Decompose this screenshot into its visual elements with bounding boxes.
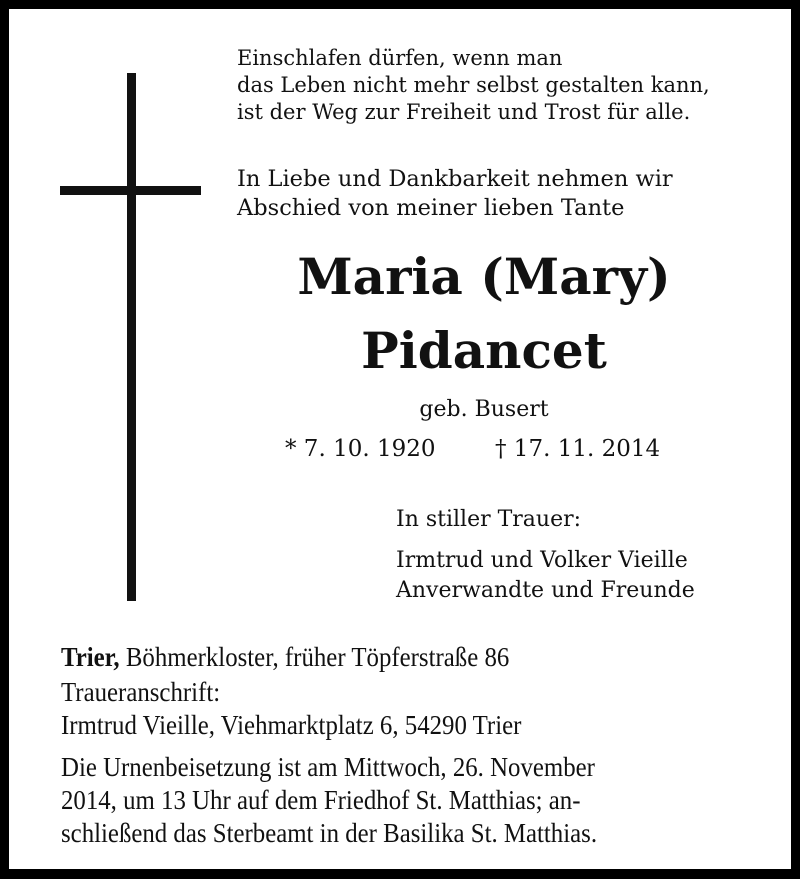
mourner: Anverwandte und Freunde <box>396 578 695 603</box>
place-city: Trier, <box>61 642 120 672</box>
funeral-line: 2014, um 13 Uhr auf dem Friedhof St. Matthias; an- <box>61 785 581 815</box>
death-date: † 17. 11. 2014 <box>495 436 661 462</box>
place-detail: Böhmerkloster, früher Töpferstraße 86 <box>119 642 510 672</box>
address-label: Traueranschrift: <box>61 677 221 707</box>
cross-icon <box>127 73 136 601</box>
funeral-line: schließend das Sterbeamt in der Basilika St. Matthias. <box>61 818 598 848</box>
mourning-label: In stiller Trauer: <box>396 507 582 532</box>
deceased-name-last: Pidancet <box>361 321 607 380</box>
born-name: geb. Busert <box>419 397 549 422</box>
address: Irmtrud Vieille, Viehmarktplatz 6, 54290 Trier <box>61 710 522 740</box>
obituary-notice <box>9 9 791 869</box>
deceased-name-first: Maria (Mary) <box>297 247 671 306</box>
intro-line: In Liebe und Dankbarkeit nehmen wir <box>237 166 673 192</box>
mourner: Irmtrud und Volker Vieille <box>396 548 688 573</box>
motto-line: das Leben nicht mehr selbst gestalten kann, <box>237 73 710 97</box>
funeral-line: Die Urnenbeisetzung ist am Mittwoch, 26. November <box>61 752 595 782</box>
cross-icon-bar <box>60 186 201 195</box>
motto-line: Einschlafen dürfen, wenn man <box>237 46 563 70</box>
intro-line: Abschied von meiner lieben Tante <box>237 195 625 221</box>
place-line <box>61 641 509 673</box>
birth-date: * 7. 10. 1920 <box>285 436 436 462</box>
motto-line: ist der Weg zur Freiheit und Trost für alle. <box>237 100 691 124</box>
